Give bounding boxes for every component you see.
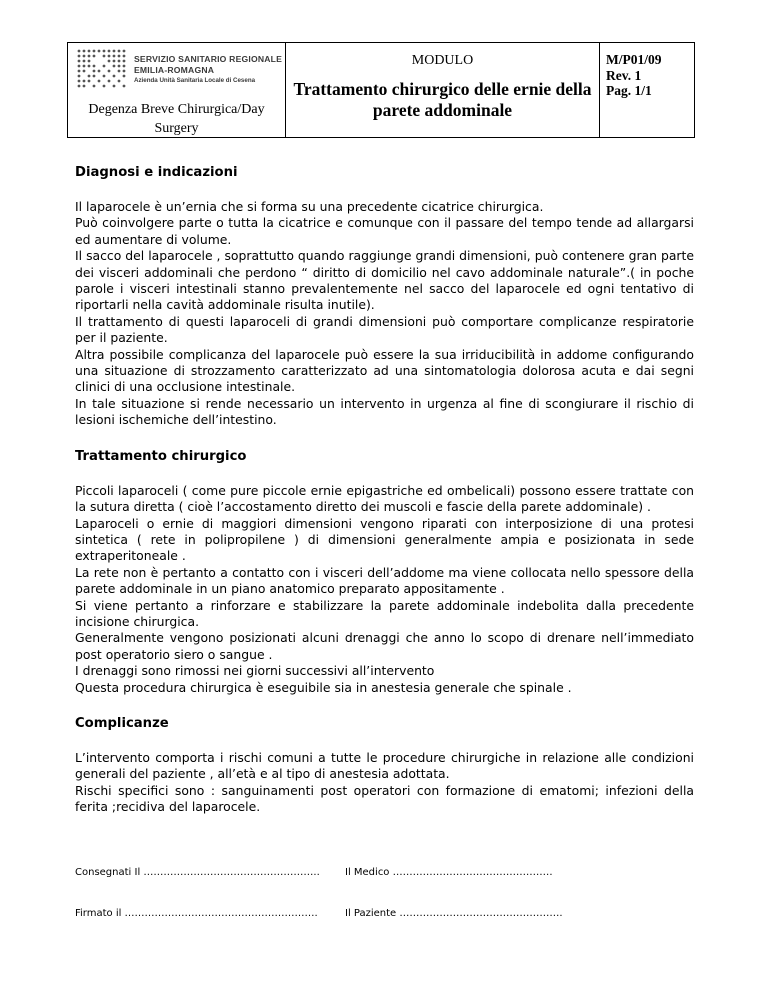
paragraph: Può coinvolgere parte o tutta la cicatrice e comunque con il passare del tempo tende ad allargarsi ed aumentare di volume. — [75, 215, 694, 247]
section-heading: Diagnosi e indicazioni — [75, 165, 238, 180]
form-type-label: MODULO — [411, 53, 474, 68]
document-page-number: Pag. 1/1 — [606, 83, 652, 98]
paragraph: Altra possibile complicanza del laparocele può essere la sua irriducibilità in addome configurando una situazione di strozzamento caratterizzato ad una sintomatologia dolorosa acuta e dai segni clinici di una occlusione intestinale. — [75, 346, 694, 395]
header-logo-cell — [68, 43, 286, 137]
paragraph: I drenaggi sono rimossi nei giorni successivi all’intervento — [75, 663, 435, 679]
doctor-signature-field: Il Medico ………………………………………… — [345, 867, 553, 878]
header-title-cell — [286, 43, 600, 137]
paragraph: La rete non è pertanto a contatto con i visceri dell’addome ma viene collocata nello spessore della parete addominale in un piano anatomico preparato appositamente . — [75, 564, 694, 597]
logo-text — [134, 54, 282, 85]
ausl-logo — [76, 48, 284, 92]
paragraph: Si viene pertanto a rinforzare e stabilizzare la parete addominale indebolita dalla precedente incisione chirurgica. — [75, 597, 694, 629]
paragraph: Il sacco del laparocele , soprattutto quando raggiunge grandi dimensioni, può contenere gran parte dei visceri addominali che perdono “ diritto di domicilio nel cavo addominale naturale”.( in poche parole i visceri intestinali stanno prevalentemente nel sacco del laparocele ed ogni tentativo di riportarli nella cavità addominale risulta inutile). — [75, 248, 694, 313]
logo-dots-icon — [76, 48, 128, 88]
logo-line-3: Azienda Unità Sanitaria Locale di Cesena — [134, 77, 256, 84]
document-title: Trattamento chirurgico delle ernie della parete addominale — [293, 79, 592, 120]
logo-line-1: SERVIZIO SANITARIO REGIONALE — [134, 54, 283, 64]
patient-signature-field: Il Paziente …………………………………………. — [345, 908, 563, 919]
document-revision: Rev. 1 — [606, 67, 642, 83]
section-heading: Complicanze — [75, 715, 169, 731]
paragraph: Laparoceli o ernie di maggiori dimensioni vengono riparati con interposizione di una protesi sintetica ( rete in polipropilene ) di dimensioni generalmente ampia e posizionata in sede extraperitoneale . — [75, 515, 694, 564]
section-complicanze — [75, 715, 694, 816]
delivered-date-field: Consegnati Il …………………………………………….. — [75, 867, 320, 878]
document-body — [75, 164, 694, 835]
paragraph: Il laparocele è un’ernia che si forma su una precedente cicatrice chirurgica. — [75, 199, 544, 214]
paragraph: Il trattamento di questi laparoceli di grandi dimensioni può comportare complicanze respiratorie per il paziente. — [75, 313, 694, 346]
department-name: Degenza Breve Chirurgica/Day Surgery — [88, 102, 265, 136]
paragraph: Rischi specifici sono : sanguinamenti post operatori con formazione di ematomi; infezioni della ferita ;recidiva del laparocele. — [75, 782, 694, 815]
document-code: M/P01/09 — [606, 52, 662, 67]
paragraph: Generalmente vengono posizionati alcuni drenaggi che anno lo scopo di drenare nell’immediato post operatorio siero o sangue . — [75, 630, 694, 662]
header-code-cell — [600, 43, 694, 137]
signed-date-field: Firmato il …………………………………………………. — [75, 908, 318, 919]
section-heading: Trattamento chirurgico — [75, 448, 247, 464]
section-trattamento — [75, 448, 694, 696]
paragraph: In tale situazione si rende necessario un intervento in urgenza al fine di scongiurare il rischio di lesioni ischemiche dell’intestino. — [75, 395, 694, 428]
section-diagnosi — [75, 164, 694, 429]
paragraph: Questa procedura chirurgica è eseguibile sia in anestesia generale che spinale . — [75, 679, 572, 695]
logo-line-2: EMILIA-ROMAGNA — [134, 65, 215, 75]
paragraph: L’intervento comporta i rischi comuni a tutte le procedure chirurgiche in relazione alle condizioni generali del paziente , all’età e al tipo di anestesia adottata. — [75, 749, 694, 782]
paragraph: Piccoli laparoceli ( come pure piccole ernie epigastriche ed ombelicali) possono essere trattate con la sutura diretta ( cioè l’accostamento diretto dei muscoli e fascie della parete addominale) . — [75, 482, 694, 515]
document-header-table — [67, 42, 695, 138]
document-meta — [606, 52, 662, 99]
